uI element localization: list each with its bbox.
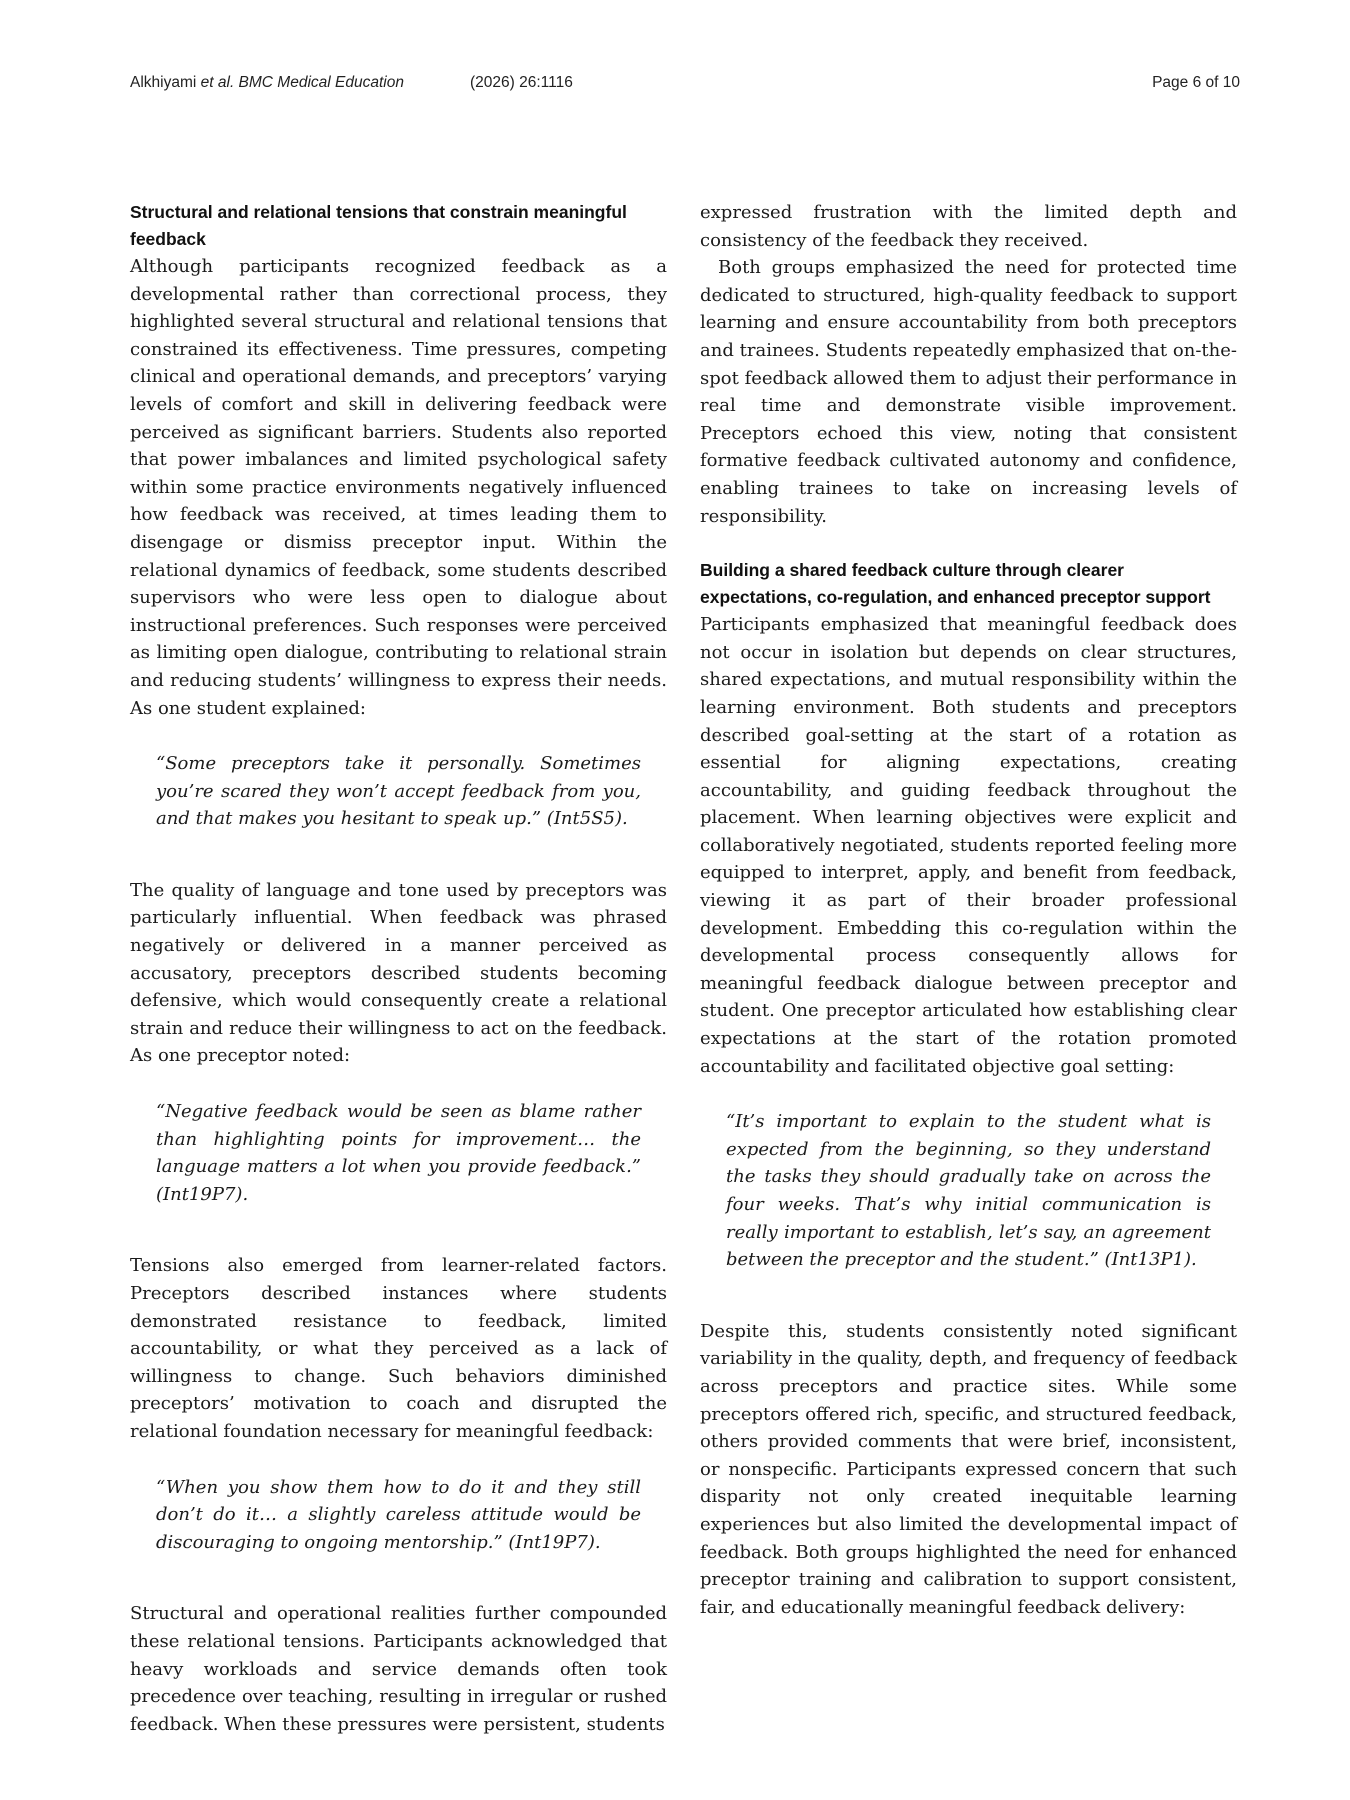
journal-name: BMC Medical Education (234, 74, 404, 91)
left-column (130, 199, 667, 1738)
body-paragraph: Tensions also emerged from learner-related factors. Preceptors described instances where students demonstrated resistance to feedback, limited accountability, or what they perceived as a lack of willingness to change. Such behaviors diminished preceptors’ motivation to coach and disrupted the relational foundation necessary for meaningful feedback: (130, 1255, 667, 1442)
page-number: Page 6 of 10 (1152, 74, 1240, 91)
body-paragraph: Both groups emphasized the need for protected time dedicated to structured, high-quality feedback to support learning and ensure accountability from both preceptors and trainees. Students repeatedly emphasized that on-the-spot feedback allowed them to adjust their performance in real time and demonstrate visible improvement. Preceptors echoed this view, noting that consistent formative feedback cultivated autonomy and confidence, enabling trainees to take on increasing levels of responsibility. (700, 257, 1237, 527)
section-heading-shared-feedback-culture: Building a shared feedback culture through clearer expectations, co-regulation, and enhanced preceptor support (700, 560, 1211, 608)
body-paragraph: The quality of language and tone used by preceptors was particularly influential. When feedback was phrased negatively or delivered in a manner perceived as accusatory, preceptors described students becoming defensive, which would consequently create a relational strain and reduce their willingness to act on the feedback. As one preceptor noted: (130, 879, 667, 1067)
body-paragraph: Participants emphasized that meaningful feedback does not occur in isolation but depends on clear structures, shared expectations, and mutual responsibility within the learning environment. Both students and preceptors described goal-setting at the start of a rotation as essential for aligning expectations, creating accountability, and guiding feedback throughout the placement. When learning objectives were explicit and collaboratively negotiated, students reported feeling more equipped to interpret, apply, and benefit from feedback, viewing it as part of their broader professional development. Embedding this co-regulation within the developmental process consequently allows for meaningful feedback dialogue between preceptor and student. One preceptor articulated how establishing clear expectations at the start of the rotation promoted accountability and facilitated objective goal setting: (700, 614, 1237, 1077)
body-paragraph: Although participants recognized feedback as a developmental rather than correctional process, they highlighted several structural and relational tensions that constrained its effectiveness. Time pressures, competing clinical and operational demands, and preceptors’ varying levels of comfort and skill in delivering feedback were perceived as significant barriers. Students also reported that power imbalances and limited psychological safety within some practice environments negatively influenced how feedback was received, at times leading them to disengage or dismiss preceptor input. Within the relational dynamics of feedback, some students described supervisors who were less open to dialogue about instructional preferences. Such responses were perceived as limiting open dialogue, contributing to relational strain and reducing students’ willingness to express their needs. As one student explained: (130, 256, 667, 719)
body-paragraph: expressed frustration with the limited depth and consistency of the feedback they received. (700, 202, 1237, 251)
block-quote: “When you show them how to do it and they still don’t do it… a slightly careless attitude would be discouraging to ongoing mentorship.” (Int19P7). (156, 1476, 641, 1553)
author-name: Alkhiyami (130, 74, 201, 91)
et-al: et al. (200, 74, 235, 91)
right-column (700, 199, 1237, 1621)
volume-info: (2026) 26:1116 (470, 74, 573, 91)
block-quote: “It’s important to explain to the student what is expected from the beginning, so they understand the tasks they should gradually take on across the four weeks. That’s why initial communication is really important to establish, let’s say, an agreement between the preceptor and the student.” (Int13P1). (726, 1111, 1211, 1271)
running-header (130, 74, 1240, 98)
block-quote: “Negative feedback would be seen as blame rather than highlighting points for improvement… the language matters a lot when you provide feedback.” (Int19P7). (156, 1101, 641, 1205)
block-quote: “Some preceptors take it personally. Sometimes you’re scared they won’t accept feedback from you, and that makes you hesitant to speak up.” (Int5S5). (156, 753, 641, 830)
body-paragraph: Despite this, students consistently noted significant variability in the quality, depth, and frequency of feedback across preceptors and practice sites. While some preceptors offered rich, specific, and structured feedback, others provided comments that were brief, inconsistent, or nonspecific. Participants expressed concern that such disparity not only created inequitable learning experiences but also limited the developmental impact of feedback. Both groups highlighted the need for enhanced preceptor training and calibration to support consistent, fair, and educationally meaningful feedback delivery: (700, 1320, 1237, 1618)
section-heading-structural-tensions: Structural and relational tensions that constrain meaningful feedback (130, 202, 627, 249)
body-paragraph: Structural and operational realities further compounded these relational tensions. Participants acknowledged that heavy workloads and service demands often took precedence over teaching, resulting in irregular or rushed feedback. When these pressures were persistent, students (130, 1603, 667, 1735)
journal-citation (130, 74, 404, 92)
